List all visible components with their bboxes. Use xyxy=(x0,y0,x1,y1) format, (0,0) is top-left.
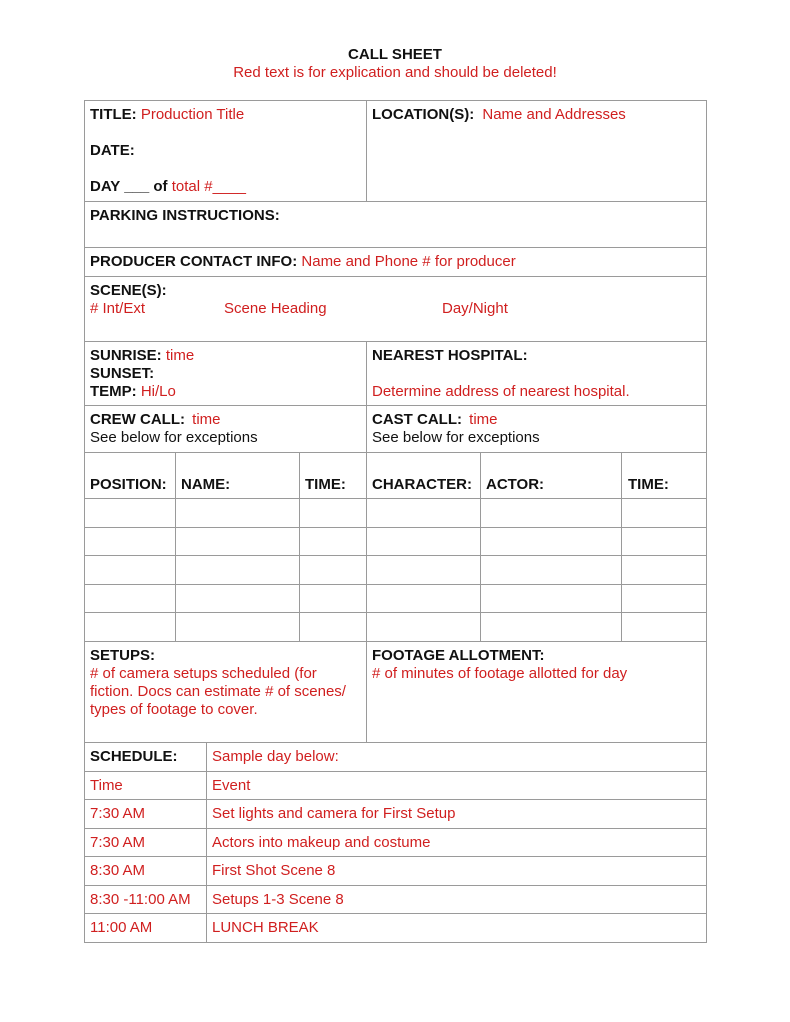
schedule-time: 7:30 AM xyxy=(90,834,146,851)
date-label: DATE: xyxy=(90,142,135,159)
setups-desc-line1: # of camera setups scheduled (for xyxy=(90,665,317,682)
cast-call-value: time xyxy=(469,411,498,428)
sunrise-field xyxy=(90,347,194,365)
row-divider xyxy=(84,276,707,277)
sunrise-value: time xyxy=(165,347,195,364)
producer-field xyxy=(90,253,516,271)
schedule-label: SCHEDULE: xyxy=(90,748,178,765)
column-divider xyxy=(299,452,300,641)
day-total: total #____ xyxy=(171,178,246,195)
document-subtitle: Red text is for explication and should be deleted! xyxy=(233,64,557,81)
setups-label: SETUPS: xyxy=(90,647,156,664)
roster-header-actor: ACTOR: xyxy=(486,476,545,493)
title-value: Production Title xyxy=(140,106,245,123)
row-divider xyxy=(84,856,707,857)
temp-label: TEMP: xyxy=(90,383,137,400)
column-divider xyxy=(366,341,367,742)
row-divider xyxy=(84,799,707,800)
roster-header-cast-time: TIME: xyxy=(628,476,669,493)
footage-value: # of minutes of footage allotted for day xyxy=(372,665,628,682)
row-divider xyxy=(84,885,707,886)
setups-desc-line2: fiction. Docs can estimate # of scenes/ xyxy=(90,683,346,700)
row-divider xyxy=(84,452,707,453)
footage-label: FOOTAGE ALLOTMENT: xyxy=(372,647,545,664)
crew-call-note: See below for exceptions xyxy=(90,429,258,446)
roster-header-position: POSITION: xyxy=(90,476,167,493)
locations-label: LOCATION(S): xyxy=(372,106,475,123)
schedule-time: Time xyxy=(90,777,123,794)
schedule-event: LUNCH BREAK xyxy=(212,919,319,936)
row-divider xyxy=(84,498,707,499)
hospital-label: NEAREST HOSPITAL: xyxy=(372,347,528,364)
parking-label: PARKING INSTRUCTIONS: xyxy=(90,207,280,224)
column-divider xyxy=(175,452,176,641)
title-field xyxy=(90,106,244,124)
scenes-col-heading: Scene Heading xyxy=(224,300,327,317)
schedule-event: Setups 1-3 Scene 8 xyxy=(212,891,344,908)
roster-header-character: CHARACTER: xyxy=(372,476,472,493)
schedule-event: First Shot Scene 8 xyxy=(212,862,336,879)
row-divider xyxy=(84,201,707,202)
row-divider xyxy=(84,742,707,743)
table-border-left xyxy=(84,100,85,942)
schedule-note: Sample day below: xyxy=(212,748,339,765)
schedule-event: Set lights and camera for First Setup xyxy=(212,805,456,822)
schedule-time: 7:30 AM xyxy=(90,805,146,822)
title-label: TITLE: xyxy=(90,106,137,123)
day-label: DAY ___ of xyxy=(90,178,168,195)
locations-value: Name and Addresses xyxy=(482,106,626,123)
producer-label: PRODUCER CONTACT INFO: xyxy=(90,253,298,270)
row-divider xyxy=(84,641,707,642)
producer-value: Name and Phone # for producer xyxy=(301,253,516,270)
table-border-bottom xyxy=(84,942,707,943)
document-title: CALL SHEET xyxy=(348,46,442,63)
column-divider xyxy=(480,452,481,641)
row-divider xyxy=(84,584,707,585)
sunrise-label: SUNRISE: xyxy=(90,347,162,364)
cast-call-label: CAST CALL: xyxy=(372,411,462,428)
roster-header-name: NAME: xyxy=(181,476,231,493)
crew-call-value: time xyxy=(192,411,221,428)
row-divider xyxy=(84,527,707,528)
schedule-time: 11:00 AM xyxy=(90,919,153,936)
setups-desc-line3: types of footage to cover. xyxy=(90,701,258,718)
hospital-value: Determine address of nearest hospital. xyxy=(372,383,630,400)
row-divider xyxy=(84,247,707,248)
row-divider xyxy=(84,612,707,613)
crew-call-label: CREW CALL: xyxy=(90,411,185,428)
column-divider xyxy=(621,452,622,641)
day-field xyxy=(90,178,246,196)
crew-call-field xyxy=(90,411,221,429)
row-divider xyxy=(84,828,707,829)
cast-call-field xyxy=(372,411,498,429)
temp-value: Hi/Lo xyxy=(140,383,176,400)
schedule-time: 8:30 -11:00 AM xyxy=(90,891,191,908)
sunset-label: SUNSET: xyxy=(90,365,155,382)
temp-field xyxy=(90,383,176,401)
locations-field xyxy=(372,106,626,124)
scenes-col-day-night: Day/Night xyxy=(442,300,508,317)
scenes-col-int-ext: # Int/Ext xyxy=(90,300,146,317)
column-divider xyxy=(206,742,207,942)
scenes-label: SCENE(S): xyxy=(90,282,167,299)
schedule-time: 8:30 AM xyxy=(90,862,146,879)
row-divider xyxy=(84,771,707,772)
cast-call-note: See below for exceptions xyxy=(372,429,540,446)
row-divider xyxy=(84,341,707,342)
row-divider xyxy=(84,555,707,556)
table-border-top xyxy=(84,100,707,101)
roster-header-crew-time: TIME: xyxy=(305,476,346,493)
row-divider xyxy=(84,405,707,406)
schedule-event: Event xyxy=(212,777,251,794)
row-divider xyxy=(84,913,707,914)
table-border-right xyxy=(706,100,707,942)
schedule-event: Actors into makeup and costume xyxy=(212,834,431,851)
column-divider xyxy=(366,100,367,201)
